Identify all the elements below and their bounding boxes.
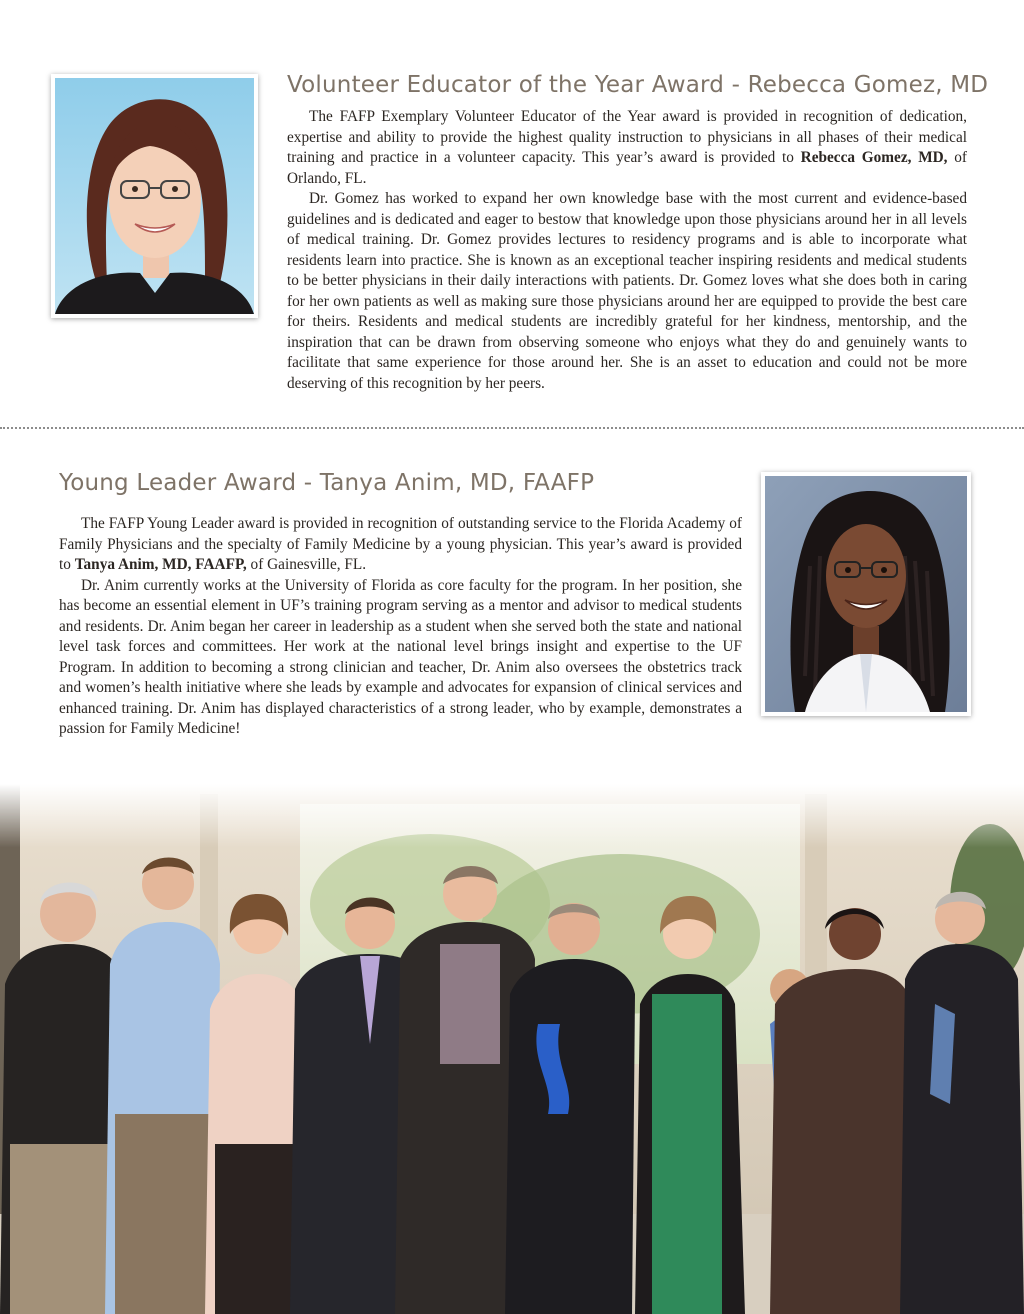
text-span: The FAFP Exemplary Volunteer Educator of the Year award is provided in recognition of dedication, expertise and ability to provide the highest quality instruction to physicians in all phases of their medical training and practice in a volunteer capacity. This year’s award is provided to	[287, 108, 967, 166]
text-span: of Orlando, FL.	[287, 149, 967, 187]
volunteer-educator-paragraph-1	[287, 107, 967, 189]
rebecca-gomez-portrait	[51, 74, 258, 318]
section-divider	[0, 427, 1024, 429]
young-leader-paragraph-1	[59, 514, 742, 576]
tanya-anim-portrait	[761, 472, 971, 716]
volunteer-educator-heading: Volunteer Educator of the Year Award - Rebecca Gomez, MD	[287, 72, 989, 98]
volunteer-educator-paragraph-2: Dr. Gomez has worked to expand her own knowledge base with the most current and evidence-based guidelines and is dedicated and eager to bestow that knowledge upon those physicians around her in all levels of medical training. Dr. Gomez provides lectures to residency programs and is able to incorporate what residents learn into practice. She is known as an exceptional teacher inspiring residents and medical students to be better physicians in their daily interactions with patients. Dr. Gomez loves what she does both in caring for her own patients as well as making sure those physicians around her are equipped to provide the best care for theirs. Residents and medical students are incredibly grateful for her kindness, mentorship, and the inspiration that can be drawn from observing someone who enjoys what they do and genuinely wants to facilitate that same experience for those around her. She is an asset to education and could not be more deserving of this recognition by her peers.	[287, 190, 967, 392]
text-span: The FAFP Young Leader award is provided in recognition of outstanding service to the Florida Academy of Family Physicians and the specialty of Family Medicine by a young physician. This year’s award is provided to	[59, 515, 742, 573]
award-recipients-group-photo	[0, 784, 1024, 1314]
volunteer-educator-body	[287, 107, 967, 394]
awardee-name: Tanya Anim, MD, FAAFP,	[74, 556, 247, 573]
text-span: of Gainesville, FL.	[246, 556, 367, 573]
young-leader-body	[59, 514, 742, 740]
awardee-name: Rebecca Gomez, MD,	[800, 149, 948, 166]
young-leader-paragraph-2: Dr. Anim currently works at the University of Florida as core faculty for the program. In her position, she has become an essential element in UF’s training program serving as a mentor and advisor to medical students and residents. Dr. Anim began her career in leadership as a student when she served both the state and national level task forces and committees. Her work at the national level brings insight and expertise to the UF Program. In addition to becoming a strong clinician and teacher, Dr. Anim also oversees the obstetrics track and women’s health initiative where she leads by example and advocates for expansion of clinical services and enhanced training. Dr. Anim has displayed characteristics of a strong leader, who by example, demonstrates a passion for Family Medicine!	[59, 576, 742, 737]
young-leader-heading: Young Leader Award - Tanya Anim, MD, FAAFP	[59, 470, 595, 496]
